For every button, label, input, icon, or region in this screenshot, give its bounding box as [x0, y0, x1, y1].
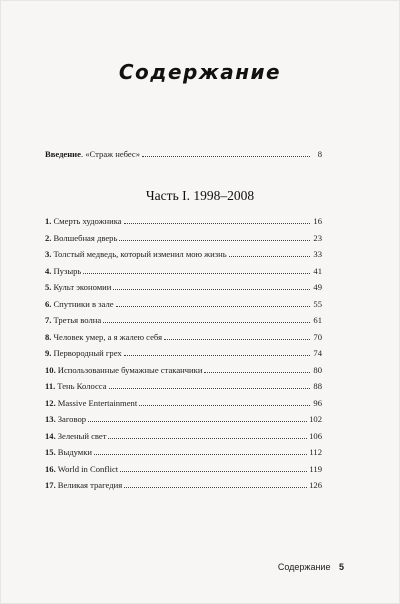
toc-row-chapter-4[interactable]: [45, 262, 322, 276]
chapter-page: 33: [313, 249, 322, 259]
chapter-number: 12.: [45, 397, 56, 408]
chapter-number: 9.: [45, 348, 52, 358]
chapter-title: Использованные бумажные стаканчики: [57, 364, 203, 375]
chapter-page: 102: [309, 414, 322, 424]
chapter-number: 17.: [45, 480, 56, 490]
chapter-page: 16: [313, 216, 322, 226]
intro-page: 8: [317, 149, 322, 159]
toc-row-chapter-1[interactable]: [45, 212, 322, 226]
leader-dots: [103, 322, 310, 323]
chapter-title: Пузырь: [53, 265, 82, 276]
chapter-number: 15.: [45, 447, 56, 457]
intro-label: Введение: [45, 149, 81, 159]
chapter-title: Спутники в зале: [53, 298, 114, 309]
intro-title: . «Страж небес»: [80, 149, 141, 159]
toc-row-chapter-15[interactable]: [45, 443, 322, 457]
chapter-title: Massive Entertainment: [57, 397, 138, 408]
footer-label: Содержание: [277, 562, 331, 572]
chapter-page: 106: [309, 430, 322, 441]
chapter-number: 14.: [45, 430, 56, 441]
chapter-page: 126: [309, 480, 322, 490]
chapter-title: Тень Колосса: [57, 381, 107, 391]
leader-dots: [124, 355, 310, 356]
toc-row-chapter-2[interactable]: [45, 229, 322, 243]
chapter-number: 2.: [45, 232, 52, 243]
chapter-title: Волшебная дверь: [53, 232, 118, 243]
chapter-page: 74: [313, 348, 322, 358]
chapter-number: 5.: [45, 282, 52, 292]
leader-dots: [120, 471, 307, 472]
toc-row-chapter-12[interactable]: [45, 394, 322, 408]
leader-dots: [142, 156, 310, 157]
leader-dots: [94, 454, 307, 455]
chapter-title: Третья волна: [53, 315, 102, 325]
toc-row-chapter-9[interactable]: [45, 344, 322, 358]
chapter-page: 112: [309, 447, 322, 457]
leader-dots: [139, 405, 310, 406]
chapter-page: 41: [313, 265, 322, 276]
chapter-page: 80: [313, 364, 322, 375]
leader-dots: [83, 273, 310, 274]
chapter-page: 55: [313, 298, 322, 309]
chapter-number: 7.: [45, 315, 52, 325]
chapter-page: 23: [313, 232, 322, 243]
chapter-number: 8.: [45, 331, 52, 342]
chapter-page: 88: [313, 381, 322, 391]
toc-row-chapter-10[interactable]: [45, 361, 322, 375]
toc-row-chapter-16[interactable]: [45, 460, 322, 474]
toc-row-chapter-14[interactable]: [45, 427, 322, 441]
chapter-title: Смерть художника: [53, 216, 122, 226]
chapter-title: Культ экономии: [53, 282, 112, 292]
chapter-number: 4.: [45, 265, 52, 276]
leader-dots: [88, 421, 307, 422]
chapter-title: Зеленый свет: [57, 430, 107, 441]
chapter-page: 119: [309, 463, 322, 474]
chapter-title: Великая трагедия: [57, 480, 123, 490]
chapter-number: 6.: [45, 298, 52, 309]
toc-row-chapter-6[interactable]: [45, 295, 322, 309]
chapter-number: 16.: [45, 463, 56, 474]
chapter-page: 70: [313, 331, 322, 342]
chapter-page: 61: [313, 315, 322, 325]
toc-intro-row[interactable]: [45, 145, 322, 159]
chapter-page: 96: [313, 397, 322, 408]
chapter-title: Выдумки: [57, 447, 93, 457]
leader-dots: [204, 372, 310, 373]
toc-row-chapter-13[interactable]: [45, 410, 322, 424]
chapter-title: Толстый медведь, который изменил мою жизнь: [53, 249, 227, 259]
chapter-number: 1.: [45, 216, 52, 226]
leader-dots: [124, 487, 307, 488]
leader-dots: [229, 256, 310, 257]
page-footer: [278, 562, 344, 572]
chapter-number: 10.: [45, 364, 56, 375]
toc-row-chapter-11[interactable]: [45, 377, 322, 391]
page-number: 5: [338, 562, 344, 572]
toc-row-chapter-8[interactable]: [45, 328, 322, 342]
contents-heading: Содержание: [118, 60, 282, 84]
leader-dots: [109, 388, 310, 389]
chapter-title: Человек умер, а я жалею себя: [53, 331, 163, 342]
part-title: Часть I. 1998–2008: [145, 188, 255, 203]
toc-row-chapter-17[interactable]: [45, 476, 322, 490]
leader-dots: [119, 240, 310, 241]
chapter-number: 3.: [45, 249, 52, 259]
chapter-title: Заговор: [57, 414, 87, 424]
leader-dots: [164, 339, 310, 340]
leader-dots: [108, 438, 307, 439]
toc-row-chapter-5[interactable]: [45, 278, 322, 292]
toc-row-chapter-3[interactable]: [45, 245, 322, 259]
chapter-title: World in Conflict: [57, 463, 119, 474]
chapter-page: 49: [313, 282, 322, 292]
chapter-number: 11.: [45, 381, 56, 391]
toc-row-chapter-7[interactable]: [45, 311, 322, 325]
chapter-number: 13.: [45, 414, 56, 424]
leader-dots: [113, 289, 310, 290]
chapter-title: Первородный грех: [53, 348, 122, 358]
leader-dots: [124, 223, 310, 224]
leader-dots: [116, 306, 310, 307]
